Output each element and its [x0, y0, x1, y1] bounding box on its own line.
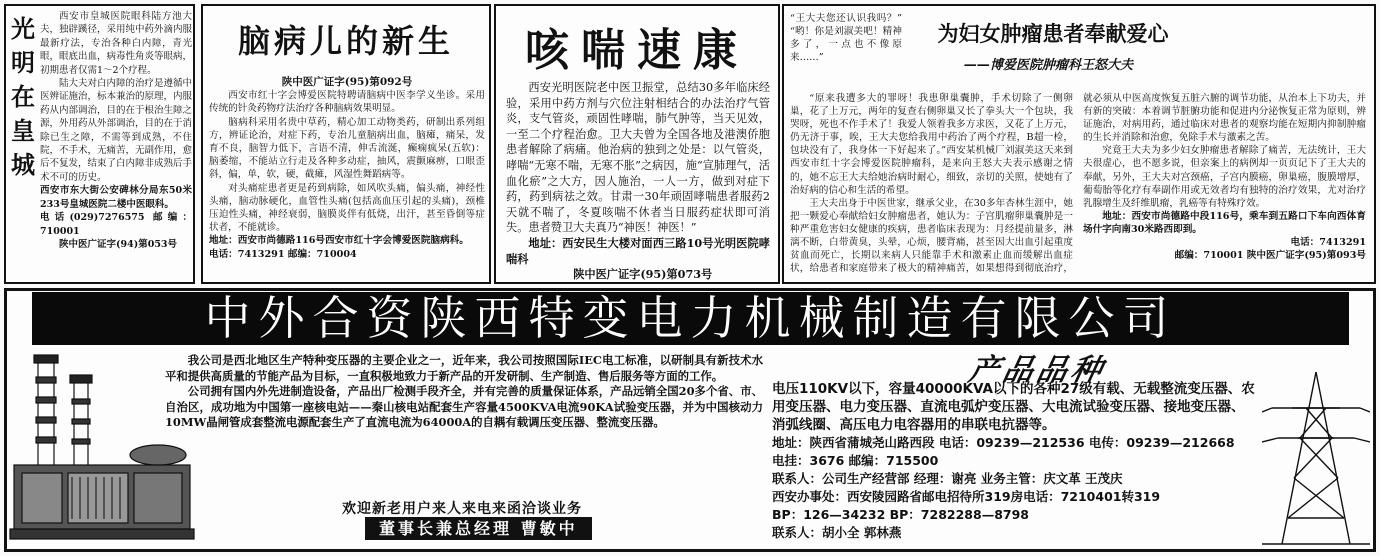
ad1-title-char: 光	[11, 15, 35, 43]
ad1-body	[40, 10, 192, 251]
ad1-license: 陕中医广证字(94)第053号	[59, 238, 178, 250]
company-name-banner: 中外合资陕西特变电力机械制造有限公司	[32, 292, 1349, 345]
contact-line: 联系人：公司生产经营部 经理：谢亮 业务主管：庆文革 王茂庆	[772, 471, 1123, 486]
ad4-address: 地址：西安市尚德路中段116号，乘车到五路口下车向西体育场什字向南30米路西即到。	[1083, 210, 1366, 235]
contact-line: 地址：陕西省蒲城尧山路西段 电话：09239—212536 电传：09239—212668	[772, 435, 1235, 450]
ad2-license: 陕中医广证字(95)第092号	[281, 76, 413, 88]
ad1-address: 西安市东大街公安碑林分局东50米233号皇城医院二楼中医眼科。	[40, 185, 192, 210]
ad-guangming-eye	[4, 4, 195, 284]
company-leaders: 董事长兼总经理 曹敏中	[365, 517, 592, 540]
company-contacts	[772, 434, 1262, 542]
ad1-paragraph: 陆大夫对白内障的治疗是遵循中医辨证施治，标本兼治的原理，内服药从内部调治，目的在于根治生障之源，外用药从外部调治，目的在于消除已生之障，不需等到成熟，不住院，不手术，无痛苦，无副作用，愈后不复发，结束了白内障非成熟后手术不可的历史。	[40, 78, 193, 183]
ad3-paragraph: 西安光明医院老中医卫振堂，总结30多年临床经验，采用中药方剂与穴位注射相结合的办法治疗气管炎，支气管炎，顽固性哮喘，肺气肿等，当天见效，一至二个疗程治愈。卫大夫曾为全国各地及港澳侨胞患者解除了病痛。他治病的独到之处是：以气管炎，哮喘“无寒不喘，无寒不胀”之病因，施“宣肺理气，活血化瘀”之大方，因人施治，一人一方，做到对症下药，药到病祛之效。甘肃一30年顽固哮喘患者服药2天就不喘了，冬夏咳喘不休者当日服药症状即可消失。患者赞卫大夫真乃“神医！神医！”	[506, 81, 770, 235]
ad4-phone: 电话：7413291	[1290, 237, 1366, 249]
ad1-title-char: 城	[11, 151, 35, 179]
company-intro-paragraph: 公司拥有国内外先进制造设备，产品出厂检测手段齐全，并有完善的质量保证体系，产品远销全国20多个省、市、自治区，成功地为中国第一座核电站——秦山核电站配套生产容量4500KVA电流90KA试验变压器，并为中国核动力10MW晶闸管成套整流电源配套生产了直流电流为64000A的自耦有载调压变压器、整流变压器。	[165, 384, 763, 430]
ad-cough-asthma	[494, 4, 780, 284]
ad2-phone: 电话：7413291 邮编：710004	[209, 248, 357, 260]
ad2-headline: 脑病儿的新生	[237, 22, 454, 60]
ad3-body	[506, 80, 770, 283]
ad1-title-char: 在	[11, 83, 35, 111]
ad1-title-char: 皇	[11, 117, 35, 145]
ad4-paragraph: “原来我遭多大的罪呀！我患卵巢囊肿，手术切除了一侧卵巢，花了上万元，两年的复查右侧卵巢又长了拳头大一个包块，我哭呀，死也不作手术了！我爱人领着我多方求医，又花了上万元，仍无济于事，唉，王大夫您给我用中药治了两个疗程，B超一检，包块没有了，我身体一下好起来了。”西安某机械厂刘淑美这天来到西安市红十字会博爱医院肿瘤科，是来向王怒大夫表示感谢之情的，她不忘王大夫给她治病时耐心，细致，亲切的关照，使她有了治好病的信心和生活的希望。	[790, 93, 1073, 196]
ad2-paragraph: 对头痛症患者更是药到病除，如风吹头痛，偏头痛，神经性头痛，脑动脉硬化，血管性头痛(包括高血压引起的头痛)，颈椎压迫性头痛，神经衰弱，脑膜炎伴有低烧，出汗，甚至昏倒等症状者，不能就诊。	[209, 182, 485, 234]
ad1-vertical-title	[10, 12, 36, 182]
ad1-paragraph: 西安市皇城医院眼科陆方池大夫，独辟蹊径，采用纯中药外滴内服最新疗法，专治各种白内障，青光眼，眼底出血，病毒性角炎等眼病，初期患者仅需1～2个疗程。	[40, 11, 193, 76]
ad3-license: 陕中医广证字(95)第073号	[573, 267, 713, 282]
products-title: 产品品种	[965, 353, 1109, 388]
ad4-quote: “王大夫您还认识我吗？” “哟！你是刘淑美吧！精神多了，一点也不像原来……”	[790, 13, 902, 63]
contact-line: BP：126—34232 BP：7282288—8798	[772, 507, 1029, 522]
ad4-body	[790, 92, 1366, 280]
ad2-address: 地址：西安市尚德路116号西安市红十字会博爱医院脑病科。	[209, 235, 469, 247]
ad4-headline: 为妇女肿瘤患者奉献爱心	[937, 22, 1169, 46]
ad3-address: 地址：西安民生大楼对面西三路10号光明医院哮喘科	[506, 235, 770, 266]
company-welcome: 欢迎新老用户来人来电来函洽谈业务	[342, 501, 582, 517]
ad1-title-char: 明	[11, 49, 35, 77]
contact-line: 西安办事处：西安陵园路省邮电招待所319房电话：7210401转319	[772, 489, 1161, 504]
ad3-headline: 咳喘速康	[525, 25, 749, 76]
ad4-postcode-license: 邮编：710001 陕中医广证字(95)第093号	[1174, 250, 1366, 262]
contact-line: 联系人：胡小全 郭林燕	[772, 525, 902, 540]
company-intro-paragraph: 我公司是西北地区生产特种变压器的主要企业之一，近年来，我公司按照国际IEC电工标准，以研制具有新技术水平和提供高质量的节能产品为目标，一直积极地致力于新产品的开发研制、生产制造、售后服务等方面的工作。	[165, 353, 763, 383]
power-pylon-illustration	[1262, 368, 1370, 548]
ad-brain-disease	[201, 4, 491, 284]
ad4-subtitle: ——博爱医院肿瘤科王怒大夫	[964, 58, 1134, 73]
company-intro	[165, 353, 763, 431]
ad2-body	[209, 76, 485, 261]
ad1-phone: 电话(029)7276575 邮编：710001	[40, 212, 192, 237]
contact-line: 电挂：3676 邮编：715500	[772, 453, 939, 468]
ad4-paragraph: 究竟王大夫为多少妇女肿瘤患者解除了痛苦，无法统计，王大夫很虚心，也不愿多说，但亲案上的病例却一页页记下了王大夫的奉献，另外，王大夫对宫颈癌，子宫内膜癌，卵巢癌，腹膜增厚，葡萄胎等化疗有奉副作用或无效者均有独特的治疗效果，尤对治疗乳腺增生及纤维肌瘤，乳癌等有特殊疗效。	[1083, 145, 1366, 209]
ad4-paragraph: 王大夫出身于中医世家，继承父业，在30多年杏林生涯中，她把一颗爱心奉献给妇女肿瘤患者，她认为：子宫肌瘤卵巢囊肿是一种严重危害妇女健康的疾病，患者临床表现为：月经提前量多，淋漓不断，白带黄臭，头晕，心烦，腰背痛，甚至因大出血引起重度贫血而死亡，长期以来病人只能靠手术和激素止血而缓解出血症状，给患者和家庭带来了极大的精神痛苦，如果想得到彻底治疗，就必须从中医高度恢复五脏六腑的调节功能，从治本上下功夫，并有新的突破：本着调节脏腑功能和促进内分泌恢复正常为原则，辨证施治，对病用药，通过临床对患者的观察均能在短期内抑制肿瘤的生长并消除和治愈，免除手术与激素之苦。	[790, 93, 1366, 275]
company-products: 电压110KV以下，容量40000KVA以下的各种27级有载、无载整流变压器、农用变压器、电力变压器、直流电弧炉变压器、大电流试验变压器、接地变压器、消弧线圈、高压电力电容器用的串联电抗器等。	[772, 381, 1255, 433]
ad-women-tumor	[782, 4, 1376, 284]
ad2-paragraph: 西安市红十字会博爱医院特聘请脑病中医李学义坐诊。采用传统的针灸药物疗法治疗各种脑病效果明显。	[209, 90, 485, 115]
ad2-paragraph: 脑病科采用名贵中草药，精心加工动物类药，研制出系列组方，辨证论治，对症下药，专治儿童脑病出血，脑瘫，痛呆，发育不良，脑智力低下，言语不清，伸舌流涎，癫痫疯呆(五软)：脑萎缩，不能站立行走及各种多动症，抽风，震颤麻痹，口眼歪斜，偏，单，软，硬，截瘫，风湿性舞蹈病等。	[209, 116, 485, 181]
